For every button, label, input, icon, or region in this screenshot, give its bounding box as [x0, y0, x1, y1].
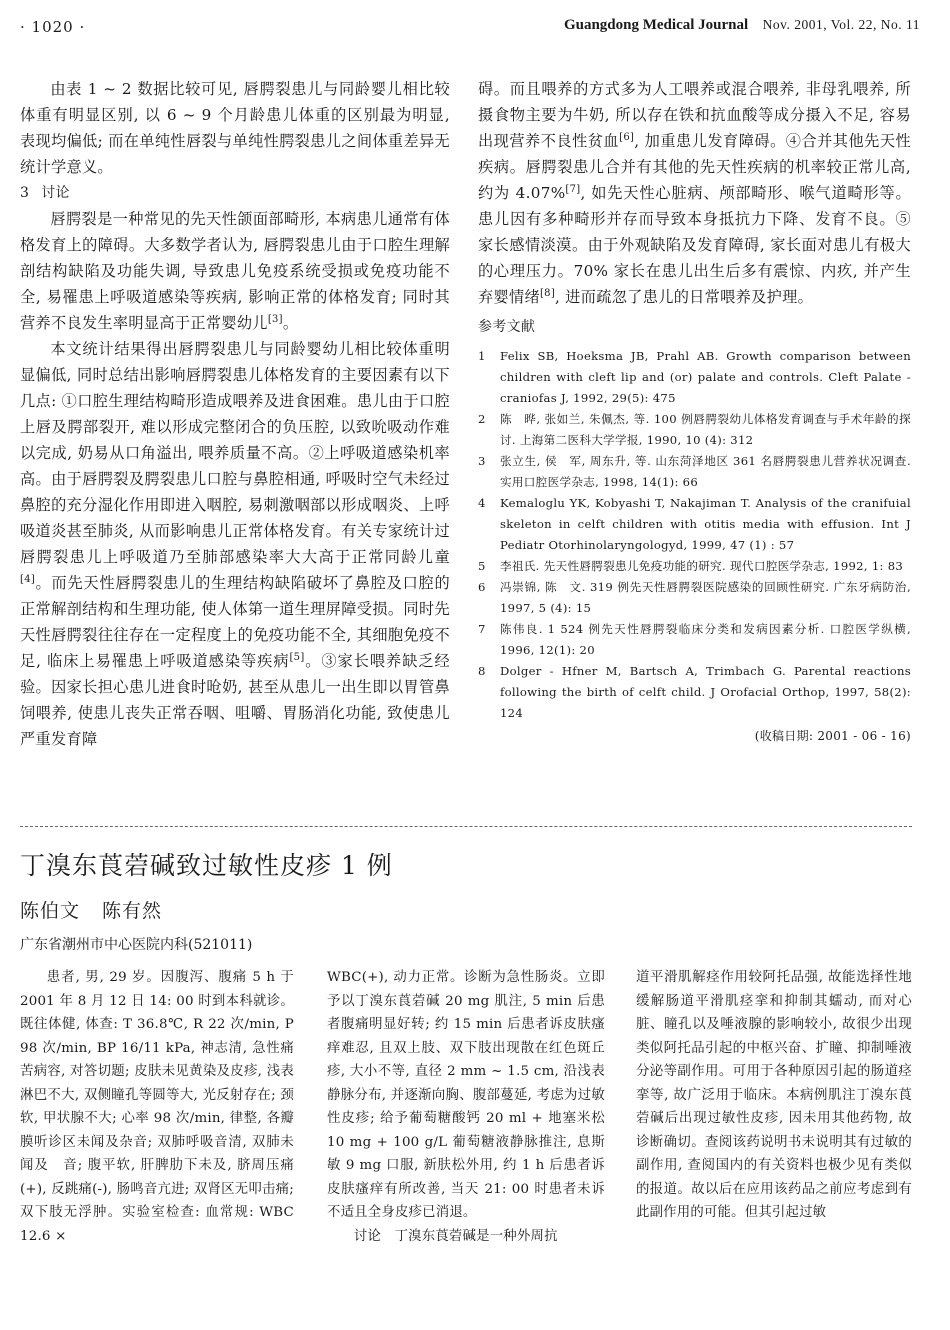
- section-number: 3: [20, 185, 30, 201]
- text-run: , 进而疏忽了患儿的日常喂养及护理。: [555, 288, 814, 306]
- discussion-paragraph-2: [20, 336, 450, 752]
- reference-number: 1: [478, 349, 486, 363]
- references-title: 参考文献: [478, 319, 536, 335]
- text-run: 本文统计结果得出唇腭裂患儿与同龄婴幼儿相比较体重明显偏低, 同时总结出影响唇腭裂患儿体格发育的主要因素有以下几点: ①口腔生理结构畸形造成喂养及进食困难。患儿由于口腔上唇及腭部裂开, 难以形成完整闭合的负压腔, 以致吮吸动作难以完成, 奶易从口角溢出, 喂养质量不高。②上呼吸道感染机率高。由于唇腭裂及腭裂患儿口腔与鼻腔相通, 呼吸时空气未经过鼻腔的充分湿化作用即进入咽腔, 易刺激咽部以形成咽炎、上呼吸道炎甚至肺炎, 从而影响患儿正常体格发育。有关专家统计过唇腭裂患儿上呼吸道乃至肺部感染率大大高于正常同龄儿童: [20, 340, 450, 566]
- reference-number: 2: [478, 412, 486, 426]
- reference-number: 6: [478, 580, 486, 594]
- reference-number: 4: [478, 496, 486, 510]
- received-date: (收稿日期: 2001 - 06 - 16): [754, 729, 911, 743]
- reference-text: Kemaloglu YK, Kobyashi T, Nakajiman T. Analysis of the cranifuial skeleton in celft children with otitis media with effusion. Int J Pediatr Otorhinolaryngologyd, 1999, 47 (1) : 57: [500, 496, 911, 552]
- reference-item: [478, 619, 911, 661]
- authors: [20, 896, 162, 923]
- reference-number: 3: [478, 454, 486, 468]
- reference-item: [478, 577, 911, 619]
- case-column-2: [327, 966, 605, 1254]
- section-title: 讨论: [41, 185, 70, 201]
- reference-text: Dolger - Hfner M, Bartsch A, Trimbach G. Parental reactions following the birth of celft child. J Orofacial Orthop, 1997, 58(2): 124: [500, 664, 911, 720]
- reference-number: 5: [478, 559, 486, 573]
- references-list: [478, 346, 911, 724]
- reference-text: 冯崇锦, 陈 文. 319 例先天性唇腭裂医院感染的回顾性研究. 广东牙病防治, 1997, 5 (4): 15: [500, 580, 911, 615]
- results-paragraph: 由表 1 ~ 2 数据比较可见, 唇腭裂患儿与同龄婴儿相比较体重有明显区别, 以 6 ~ 9 个月龄患儿体重的区别最为明显, 表现均偏低; 而在单纯性唇裂与单纯性腭裂患儿之间体重差异无统计学意义。: [20, 80, 450, 176]
- journal-header: [564, 17, 920, 34]
- page-number: · 1020 ·: [20, 18, 86, 36]
- text-run: 碍。而且喂养的方式多为人工喂养或混合喂养, 非母乳喂养, 所摄食物主要为牛奶, 所以存在铁和抗血酸等成分摄入不足, 容易出现营养不良性贫血: [478, 80, 911, 150]
- affiliation: 广东省潮州市中心医院内科(521011): [20, 937, 253, 953]
- reference-item: [478, 493, 911, 556]
- case-paragraph: 患者, 男, 29 岁。因腹泻、腹痛 5 h 于 2001 年 8 月 12 日 14: 00 时到本科就诊。既往体健, 体查: T 36.8℃, R 22 次/min, P 98 次/min, BP 16/11 kPa, 神志清, 急性痛苦病容, 对答切题; 皮肤未见黄染及皮疹, 浅表淋巴不大, 双侧瞳孔等圆等大, 光反射存在; 颈软, 甲状腺不大; 心率 98 次/min, 律整, 各瓣膜听诊区未闻及杂音; 双肺呼吸音清, 双肺未闻及 音; 腹平软, 肝脾肋下未及, 脐周压痛(+), 反跳痛(-), 肠鸣音亢进; 双肾区无叩击痛; 双下肢无浮肿。实验室检查: 血常规: WBC 12.6 ×: [20, 970, 294, 1244]
- reference-item: [478, 451, 911, 493]
- reference-item: [478, 409, 911, 451]
- reference-item: [478, 556, 911, 577]
- case-paragraph: WBC(+), 动力正常。诊断为急性肠炎。立即予以丁溴东莨菪碱 20 mg 肌注, 5 min 后患者腹痛明显好转; 约 15 min 后患者诉皮肤瘙痒难忍, 且双上肢、双下肢出现散在红色斑丘疹, 大小不等, 直径 2 mm ~ 1.5 cm, 沿浅表静脉分布, 并逐渐向胸、腹部蔓延, 考虑为过敏性皮疹; 给予葡萄糖酸钙 20 ml + 地塞米松 10 mg + 100 g/L 葡萄糖液静脉推注, 息斯敏 9 mg 口服, 新肤松外用, 约 1 h 后患者诉皮肤瘙痒有所改善, 当天 21: 00 时患者未诉不适且全身皮疹已消退。: [327, 970, 605, 1220]
- citation: [6]: [619, 131, 635, 143]
- author-name: 陈伯文: [20, 900, 81, 922]
- reference-text: 陈 晔, 张如兰, 朱佩杰, 等. 100 例唇腭裂幼儿体格发育调查与手术年龄的探讨. 上海第二医科大学学报, 1990, 10 (4): 312: [500, 412, 911, 447]
- section-heading: [20, 180, 450, 206]
- reference-text: Felix SB, Hoeksma JB, Prahl AB. Growth comparison between children with cleft lip and (or) palate and controls. Cleft Palate - craniofas J, 1992, 29(5): 475: [500, 349, 911, 405]
- author-name: 陈有然: [102, 900, 163, 922]
- reference-text: 陈伟良. 1 524 例先天性唇腭裂临床分类和发病因素分析. 口腔医学纵横, 1996, 12(1): 20: [500, 622, 911, 657]
- citation: [4]: [20, 573, 36, 585]
- left-column: [20, 76, 450, 752]
- text-run: , 加重患儿发育障碍。④合并其他先天性疾病。唇腭裂患儿合并有其他的先天性疾病的机率较正常儿高, 约为 4.07%: [478, 132, 912, 202]
- citation: [8]: [539, 287, 556, 299]
- journal-name: Guangdong Medical Journal: [563, 17, 749, 33]
- text-run: 。而先天性唇腭裂患儿的生理结构缺陷破坏了鼻腔及口腔的正常解剖结构和生理功能, 使人体第一道生理屏障受损。同时先天性唇腭裂往往存在一定程度上的免疫功能不全, 其细胞免疫不足, 临床上易罹患上呼吸道感染等疾病: [20, 574, 450, 670]
- text-run: 。③家长喂养缺乏经验。因家长担心患儿进食时呛奶, 甚至从患儿一出生即以胃管鼻饲喂养, 使患儿丧失正常吞咽、咀嚼、胃肠消化功能, 致使患儿严重发育障: [20, 652, 450, 748]
- article-divider: [20, 826, 912, 827]
- discussion-paragraph-1: [20, 206, 450, 336]
- discussion-paragraph-continued: [478, 76, 911, 310]
- citation: [5]: [289, 651, 305, 663]
- reference-item: [478, 661, 911, 724]
- citation: [3]: [267, 313, 283, 325]
- citation: [7]: [565, 183, 581, 195]
- journal-issue: Nov. 2001, Vol. 22, No. 11: [762, 17, 920, 32]
- reference-item: [478, 346, 911, 409]
- case-column-1: [20, 966, 294, 1254]
- text-run: 唇腭裂是一种常见的先天性颌面部畸形, 本病患儿通常有体格发育上的障碍。大多数学者认为, 唇腭裂患儿由于口腔生理解剖结构缺陷及功能失调, 导致患儿免疫系统受损或免疫功能不全, 易罹患上呼吸道感染等疾病, 影响正常的体格发育; 同时其营养不良发生率明显高于正常婴幼儿: [20, 210, 450, 332]
- text-run: , 如先天性心脏病、颅部畸形、喉气道畸形等。患儿因有多种畸形并存而导致本身抵抗力下降、发育不良。⑤家长感情淡漠。由于外观缺陷及发育障碍, 家长面对患儿有极大的心理压力。70% 家长在患儿出生后多有震惊、内疚, 并产生弃婴情绪: [478, 184, 911, 306]
- discussion-start: 讨论 丁溴东莨菪碱是一种外周抗: [353, 1228, 558, 1244]
- text-run: 。: [282, 314, 299, 332]
- article-title: 丁溴东莨菪碱致过敏性皮疹 1 例: [20, 851, 393, 880]
- right-column: [478, 76, 911, 746]
- reference-number: 7: [478, 622, 486, 636]
- reference-text: 李祖氏. 先天性唇腭裂患儿免疫功能的研究. 现代口腔医学杂志, 1992, 1: 83: [500, 559, 904, 573]
- reference-number: 8: [478, 664, 486, 678]
- case-column-3: [636, 966, 912, 1254]
- reference-text: 张立生, 侯 军, 周东升, 等. 山东菏泽地区 361 名唇腭裂患儿营养状况调查. 实用口腔医学杂志, 1998, 14(1): 66: [500, 454, 911, 489]
- case-paragraph: 道平滑肌解痉作用较阿托品强, 故能选择性地缓解肠道平滑肌痉挛和抑制其蠕动, 而对心脏、瞳孔以及唾液腺的影响较小, 故很少出现类似阿托品引起的中枢兴奋、扩瞳、抑制唾液分泌等副作用。可用于各种原因引起的肠道痉挛等, 故广泛用于临床。本病例肌注丁溴东莨菪碱后出现过敏性皮疹, 因未用其他药物, 故诊断确切。查阅该药说明书未说明其有过敏的副作用, 查阅国内的有关资料也极少见有类似的报道。故以后在应用该药品之前应考虑到有此副作用的可能。但其引起过敏: [636, 970, 912, 1220]
